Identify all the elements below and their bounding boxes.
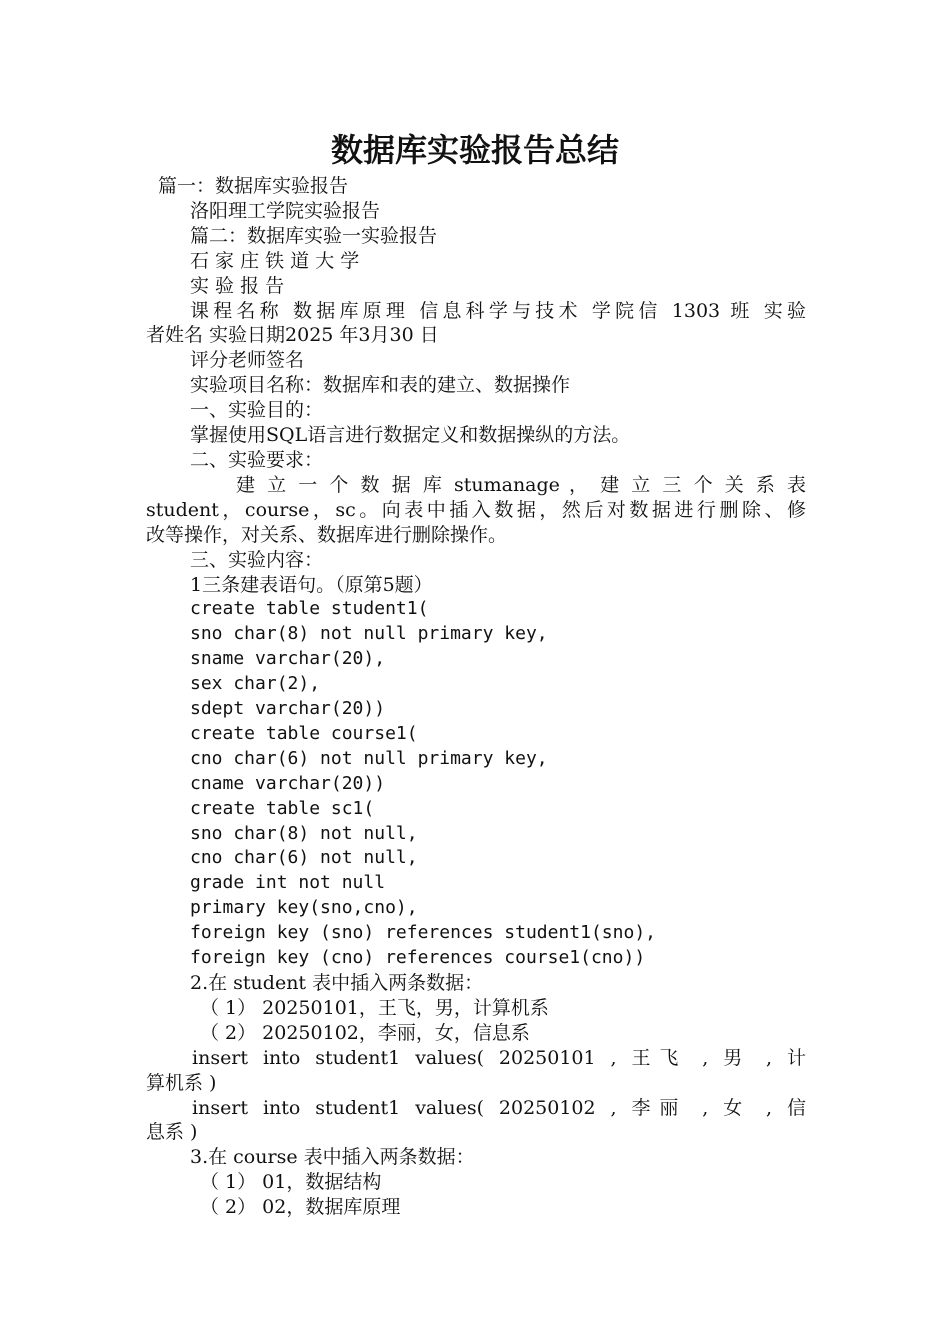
text-line: 者姓名 实验日期2025 年3月30 日 bbox=[146, 324, 439, 347]
code-line: sex char(2), bbox=[190, 673, 321, 695]
document-body bbox=[146, 174, 806, 1220]
code-line: cno char(6) not null primary key, bbox=[190, 747, 548, 769]
text-line: 建 立 一 个 数 据 库 stumanage ， 建 立 三 个 关 系 表 bbox=[236, 473, 806, 496]
text-line: 2.在 student 表中插入两条数据： bbox=[190, 972, 484, 994]
code-line: sdept varchar(20)) bbox=[190, 698, 386, 720]
code-line: create table sc1( bbox=[190, 797, 375, 819]
text-line: （ 1） 01，数据结构 bbox=[200, 1171, 382, 1194]
code-line: primary key(sno,cno), bbox=[190, 897, 418, 919]
code-line: grade int not null bbox=[190, 872, 386, 894]
text-line: student，course，sc。向表中插入数据，然后对数据进行删除、修 bbox=[146, 498, 806, 521]
text-line: 实验项目名称：数据库和表的建立、数据操作 bbox=[190, 374, 571, 397]
code-line: cno char(6) not null, bbox=[190, 847, 418, 869]
code-line: sno char(8) not null primary key, bbox=[190, 623, 548, 645]
code-line: create table course1( bbox=[190, 722, 418, 744]
code-line: sno char(8) not null, bbox=[190, 822, 418, 844]
text-line: 洛阳理工学院实验报告 bbox=[190, 199, 381, 222]
text-line: 石 家 庄 铁 道 大 学 bbox=[190, 249, 360, 272]
text-line: （ 2） 02，数据库原理 bbox=[200, 1196, 401, 1219]
section-heading: 三、实验内容： bbox=[190, 548, 324, 571]
section-heading: 一、实验目的： bbox=[190, 399, 324, 422]
text-line: 掌握使用SQL语言进行数据定义和数据操纵的方法。 bbox=[190, 424, 631, 447]
text-line: insert into student1 values( 20250101 , 王飞 , 男 , 计 bbox=[192, 1046, 806, 1069]
text-line: （ 2） 20250102，李丽，女，信息系 bbox=[200, 1021, 530, 1044]
text-line: 3.在 course 表中插入两条数据： bbox=[190, 1146, 475, 1169]
text-line: 实 验 报 告 bbox=[190, 274, 285, 297]
code-line: cname varchar(20)) bbox=[190, 772, 386, 794]
text-line: 息系 ) bbox=[146, 1121, 198, 1144]
text-line: insert into student1 values( 20250102 , 李丽 , 女 , 信 bbox=[192, 1096, 806, 1119]
page-title: 数据库实验报告总结 bbox=[330, 131, 619, 169]
section-heading: 二、实验要求： bbox=[190, 448, 324, 471]
text-line: 评分老师签名 bbox=[190, 349, 305, 372]
text-line: 篇二：数据库实验一实验报告 bbox=[190, 224, 438, 247]
text-line: 篇一：数据库实验报告 bbox=[158, 175, 349, 197]
code-line: create table student1( bbox=[190, 598, 429, 620]
code-line: foreign key (sno) references student1(sno), bbox=[190, 922, 656, 944]
text-line: 1三条建表语句。（原第5题） bbox=[190, 573, 433, 596]
text-line: 课程名称 数据库原理 信息科学与技术 学院信 1303 班 实验 bbox=[190, 299, 806, 322]
code-line: sname varchar(20), bbox=[190, 648, 386, 670]
text-line: 改等操作，对关系、数据库进行删除操作。 bbox=[146, 523, 508, 546]
text-line: （ 1） 20250101，王飞，男，计算机系 bbox=[200, 996, 549, 1019]
text-line: 算机系 ) bbox=[146, 1071, 217, 1094]
code-line: foreign key (cno) references course1(cno)) bbox=[190, 947, 646, 969]
